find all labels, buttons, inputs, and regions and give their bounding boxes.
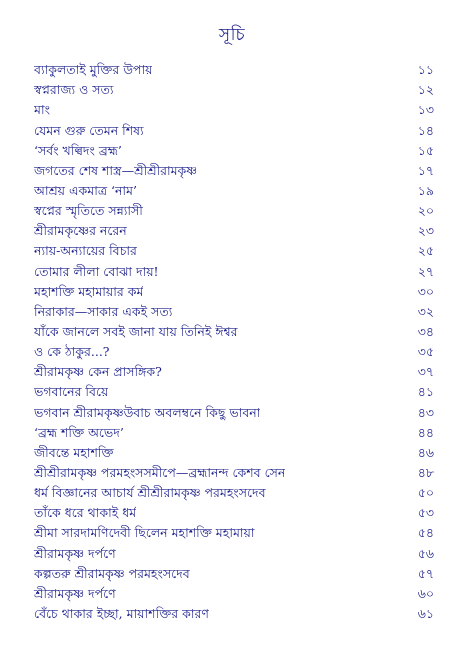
toc-entry: [34, 322, 434, 342]
toc-entry-page-number: ২০: [417, 203, 434, 219]
toc-entry-page-number: ৩০: [417, 283, 434, 299]
toc-entry-title: ভগবান শ্রীরামকৃষ্ণউবাচ অবলম্বনে কিছু ভাবনা: [34, 404, 261, 420]
toc-entry-title: শ্রীরামকৃষ্ণ দর্পণে: [34, 545, 116, 561]
toc-entry-page-number: ৩৭: [417, 364, 434, 380]
toc-entry-title: শ্রীশ্রীরামকৃষ্ণ পরমহংসসমীপে—ব্রহ্মানন্দ কেশব সেন: [34, 464, 286, 480]
toc-entry-page-number: ৪৬: [417, 444, 434, 460]
toc-entry: [34, 302, 434, 322]
toc-entry-page-number: ৪৪: [417, 424, 434, 440]
toc-entry-title: স্বপ্নরাজ্য ও সত্য: [34, 82, 114, 98]
toc-entry-page-number: ৫৩: [417, 505, 434, 521]
toc-entry-title: ‘সর্বং খল্বিদং ব্রহ্ম’: [34, 142, 122, 158]
toc-entry-title: শ্রীরামকৃষ্ণের নরেন: [34, 223, 127, 239]
toc-entry-page-number: ১৫: [417, 142, 434, 158]
toc-entry-page-number: ৬০: [417, 585, 434, 601]
toc-entry-page-number: ১১: [417, 62, 434, 78]
toc-entry-title: কল্পতরু শ্রীরামকৃষ্ণ পরমহংসদেব: [34, 565, 190, 581]
toc-entry-page-number: ৫৭: [417, 565, 434, 581]
toc-entry: [34, 382, 434, 402]
toc-entry-title: তাঁকে ধরে থাকাই ধর্ম: [34, 505, 137, 521]
toc-entry-title: ব্যাকুলতাই মুক্তির উপায়: [34, 62, 153, 78]
toc-entry-title: ও কে ঠাকুর...?: [34, 344, 110, 360]
toc-entry-page-number: ৩৪: [417, 323, 434, 339]
toc-entry: [34, 201, 434, 221]
toc-entry-title: যাঁকে জানলে সবই জানা যায় তিনিই ঈশ্বর: [34, 323, 238, 339]
toc-entry: [34, 423, 434, 443]
toc-entry: [34, 141, 434, 161]
toc-entry-page-number: ২৩: [417, 223, 434, 239]
toc-entry-title: শ্রীরামকৃষ্ণ কেন প্রাসঙ্গিক?: [34, 364, 162, 380]
toc-entry-title: তোমার লীলা বোঝা দায়!: [34, 263, 159, 279]
toc-entry: [34, 604, 434, 624]
toc-entry-title: শ্রীমা সারদামণিদেবী ছিলেন মহাশক্তি মহামায়া: [34, 525, 255, 541]
toc-entry: [34, 564, 434, 584]
toc-entry-page-number: ৫০: [417, 485, 434, 501]
toc-entry-title: নিরাকার—সাকার একই সত্য: [34, 303, 173, 319]
toc-entry: [34, 342, 434, 362]
toc-entry-page-number: ১৪: [417, 122, 434, 138]
toc-entry: [34, 463, 434, 483]
toc-entry: [34, 503, 434, 523]
toc-entry: [34, 523, 434, 543]
toc-entry-title: ভগবানের বিয়ে: [34, 384, 109, 400]
toc-entry-page-number: ৪১: [417, 384, 434, 400]
toc-entry-title: মাং: [34, 102, 50, 118]
toc-entry: [34, 241, 434, 261]
toc-entry-page-number: ২৭: [417, 263, 434, 279]
toc-entry-page-number: ১৩: [417, 102, 434, 118]
toc-entry-page-number: ৪৩: [417, 404, 434, 420]
toc-entry-page-number: ১২: [417, 82, 434, 98]
toc-entry-title: মহাশক্তি মহামায়ার কর্ম: [34, 283, 144, 299]
toc-list: [34, 60, 434, 624]
toc-entry: [34, 120, 434, 140]
page-title: সূচি: [218, 25, 246, 45]
toc-entry: [34, 402, 434, 422]
toc-entry: [34, 584, 434, 604]
toc-entry-title: ধর্ম বিজ্ঞানের আচার্য শ্রীশ্রীরামকৃষ্ণ পরমহংসদেব: [34, 485, 266, 501]
toc-entry: [34, 221, 434, 241]
toc-entry: [34, 282, 434, 302]
toc-entry-title: বেঁচে থাকার ইচ্ছা, মায়াশক্তির কারণ: [34, 605, 209, 621]
toc-entry: [34, 100, 434, 120]
toc-entry-page-number: ৩২: [417, 303, 434, 319]
toc-entry-title: স্বপ্নের স্মৃতিতে সন্ন্যাসী: [34, 203, 143, 219]
toc-entry: [34, 161, 434, 181]
toc-entry-title: আশ্রয় একমাত্র ‘নাম’: [34, 182, 137, 198]
toc-entry-page-number: ১৭: [417, 162, 434, 178]
toc-entry: [34, 261, 434, 281]
toc-entry-title: ন্যায়-অন্যায়ের বিচার: [34, 243, 137, 259]
toc-entry: [34, 181, 434, 201]
toc-entry-page-number: ৩৫: [417, 344, 434, 360]
toc-entry-page-number: ৫৪: [417, 525, 434, 541]
toc-entry-title: যেমন গুরু তেমন শিষ্য: [34, 122, 144, 138]
toc-entry-title: ‘ব্রহ্ম শক্তি অভেদ’: [34, 424, 124, 440]
toc-entry-page-number: ২৫: [417, 243, 434, 259]
toc-entry-page-number: ১৯: [417, 182, 434, 198]
toc-entry-title: শ্রীরামকৃষ্ণ দর্পণে: [34, 585, 116, 601]
toc-entry: [34, 362, 434, 382]
toc-entry: [34, 543, 434, 563]
toc-entry-page-number: ৫৬: [417, 545, 434, 561]
toc-entry-page-number: ৬১: [417, 605, 434, 621]
toc-entry: [34, 80, 434, 100]
toc-entry-title: জগতের শেষ শাস্ত্র—শ্রীশ্রীরামকৃষ্ণ: [34, 162, 198, 178]
toc-entry-title: জীবন্তে মহাশক্তি: [34, 444, 114, 460]
toc-entry: [34, 483, 434, 503]
toc-entry-page-number: ৪৮: [417, 464, 434, 480]
toc-entry: [34, 60, 434, 80]
toc-entry: [34, 443, 434, 463]
